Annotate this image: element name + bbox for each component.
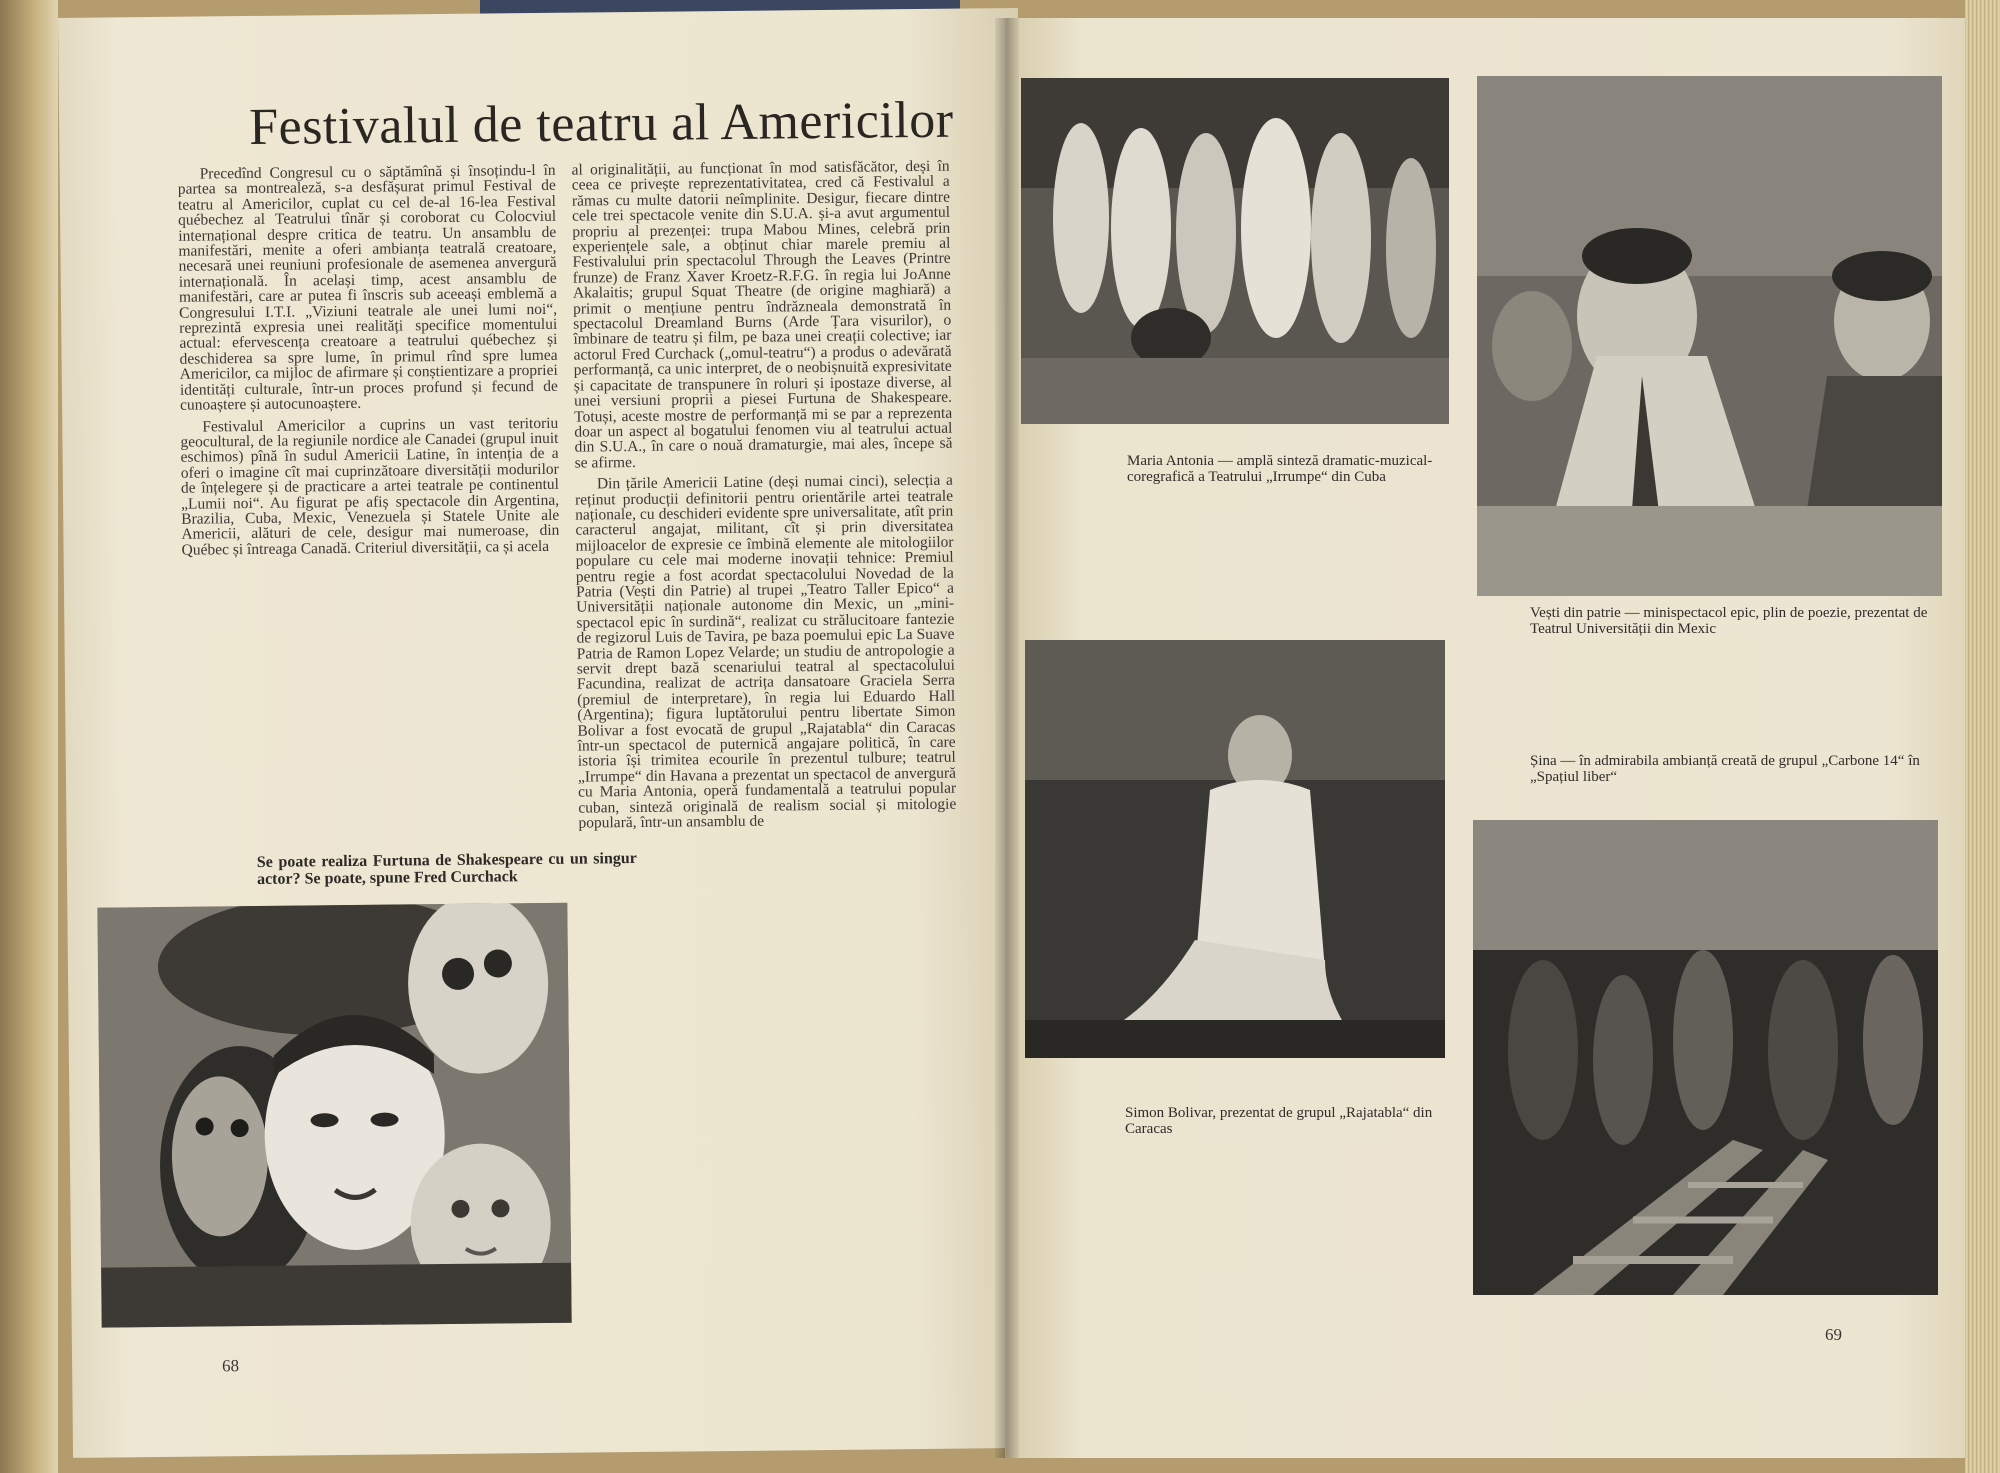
masks-photo-illustration xyxy=(97,903,571,1328)
page-number-right: 69 xyxy=(1825,1325,1842,1344)
caption-vesti: Vești din patrie — minispectacol epic, plin de poezie, prezentat de Teatrul Universității din Mexic xyxy=(1530,605,1928,637)
left-page-edge xyxy=(0,0,58,1473)
column-1 xyxy=(178,163,560,564)
maria-antonia-illustration xyxy=(1021,78,1449,424)
article-title: Festivalul de teatru al Americilor xyxy=(248,91,954,157)
vesti-din-patrie-illustration xyxy=(1477,76,1942,596)
caption-maria-antonia: Maria Antonia — amplă sinteză dramatic-muzical-coregrafică a Teatrului „Irrumpe“ din Cuba xyxy=(1127,453,1433,485)
right-page xyxy=(1005,18,1965,1458)
left-page xyxy=(58,8,1033,1458)
sina-photo xyxy=(1473,820,1938,1295)
simon-bolivar-illustration xyxy=(1025,640,1445,1058)
page-number-left: 68 xyxy=(222,1356,240,1376)
right-page-stack xyxy=(1965,0,2000,1473)
column-2 xyxy=(572,159,957,837)
col2-paragraph: al originalității, au funcționat în mod satisfăcător, deși în ceea ce privește reprezentativitatea, cred că Festivalul a rămas cu multe datorii neîmplinite. Desigur, fiecare dintre cele trei spectacole venite din S.U.A. și-a avut argumentul propriu al prezenței: trupa Mabou Mines, celebră prin experiențele sale, a obținut chiar marele premiu al Festivalului prin spectacolul Through the Leaves (Printre frunze) de Franz Xaver Kroetz-R.F.G. în regia lui JoAnne Akalaitis; grupul Squat Theatre (de origine maghiară) a primit o mențiune pentru îndrăzneala demonstrată în spectacolul Dreamland Burns (Arde Țara visurilor), o îmbinare de teatru și film, pe baza unei creații colective; iar actorul Fred Curchack („omul-teatru“) a produs o adevărată performanță, ca unic interpret, de o neobișnuită expresivitate și capacitate de transpunere în roluri și ipostaze diverse, al unei versiuni proprii a piesei Furtuna de Shakespeare. Totuși, aceste mostre de performanță mi se par a reprezenta doar un aspect al bogatului fenomen viu al teatrului actual din S.U.A., în care o nouă dramaturgie, mai ales, începe să se afirme. xyxy=(571,157,953,472)
col2-paragraph: Din țările Americii Latine (deși numai cinci), selecția a reținut producții definitorii pentru orientările artei teatrale naționale, cu deschideri evidente spre universalitate, atît prin caracterul angajat, militant, cît și prin diversitatea mijloacelor de expresie ce îmbină elemente ale mitologiilor populare cu cele mai moderne inovații tehnice: Premiul pentru regie a fost acordat spectacolului Novedad de la Patria (Vești din Patrie) al trupei „Teatro Taller Epico“ a Universității naționale autonome din Mexic, un „mini-spectacol epic în surdină“, realizat cu strălucitoare fantezie de regizorul Luis de Tavira, pe baza poemului epic La Suave Patria de Ramon Lopez Velarde; un studiu de antropologie a servit drept bază scenariului teatral al spectacolului Facundina, realizat de actrița dansatoare Graciela Serra (premiul de interpretare), în regia lui Eduardo Hall (Argentina); figura luptătorului pentru libertate Simon Bolivar a fost evocată de grupul „Rajatabla“ din Caracas într-un spectacol de puternică angajare politică, în care istoria își trimitea ecourile în prezentul tulbure; teatrul „Irrumpe“ din Havana a prezentat un spectacol de anvergură cu Maria Antonia, operă fundamentală a teatrului popular cuban, sinteză originală de realism social și mitologie populară, într-un ansamblu de xyxy=(574,471,957,832)
vesti-din-patrie-photo xyxy=(1477,76,1942,596)
caption-bolivar: Simon Bolivar, prezentat de grupul „Rajatabla“ din Caracas xyxy=(1125,1105,1433,1137)
sina-illustration xyxy=(1473,820,1938,1295)
gutter-shadow xyxy=(995,18,1019,1458)
masks-photo xyxy=(97,903,571,1328)
simon-bolivar-photo xyxy=(1025,640,1445,1058)
caption-sina: Șina — în admirabila ambianță creată de grupul „Carbone 14“ în „Spațiul liber“ xyxy=(1530,753,1920,785)
pull-quote: Se poate realiza Furtuna de Shakespeare cu un singur actor? Se poate, spune Fred Curchack xyxy=(256,849,637,888)
col1-paragraph: Precedînd Congresul cu o săptămînă și însoțindu-l în partea sa montrealeză, s-a desfășurat primul Festival de teatru al Americilor, cuplat cu cel de-al 16-lea Festival québechez al Teatrului tînăr și coroborat cu Colocviul internațional despre critica de teatru. Un ansamblu de manifestări, menite a oferi ambianța teatrală creatoare, necesară unei reuniuni profesionale de asemenea anvergură internațională. În același timp, acest ansamblu de manifestări, care ar putea fi înscris sub aceeași emblemă a Congresului I.T.I. „Viziuni teatrale ale unei lumi noi“, reprezintă expresia unei realități specifice momentului actual: efervescența creatoare a teatrului québechez și deschiderea sa spre lume, în primul rînd spre lumea Americilor, ca mijloc de afirmare și conștientizare a propriei identități culturale, într-un proces profund și fecund de cunoaștere și autocunoaștere. xyxy=(177,161,558,414)
col1-paragraph: Festivalul Americilor a cuprins un vast teritoriu geocultural, de la regiunile nordice ale Canadei (grupul inuit eschimos) pînă în sudul Americii Latine, în intenția de a oferi o imagine cît mai cuprinzătoare diversității modurilor de înțelegere și de practicare a artei teatrale pe continentul „Lumii noi“. Au figurat pe afiș spectacole din Argentina, Brazilia, Cuba, Mexic, Venezuela și Statele Unite ale Americii, alături de cele, desigur mai numeroase, din Québec și întreaga Canadă. Criteriul diversității, ca și acela xyxy=(180,414,560,559)
maria-antonia-photo xyxy=(1021,78,1449,424)
